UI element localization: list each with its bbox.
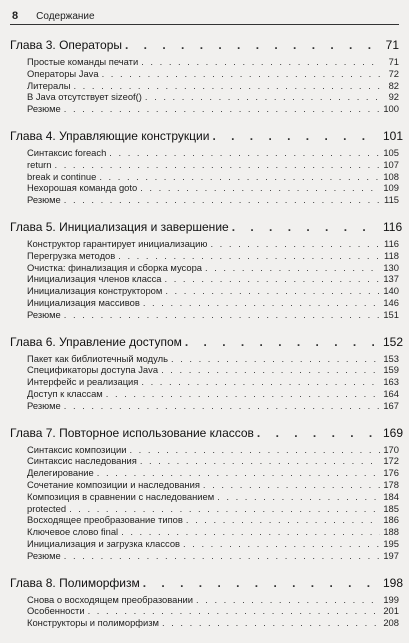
dot-leader [109, 147, 380, 158]
dot-leader [140, 455, 380, 466]
section-entry[interactable] [27, 238, 399, 250]
section-title: Резюме [27, 194, 61, 206]
section-entry[interactable] [27, 285, 399, 297]
section-entry[interactable] [27, 376, 399, 388]
section-entry[interactable] [27, 444, 399, 456]
dot-leader [97, 467, 380, 478]
section-page: 184 [383, 490, 399, 502]
section-title: Инициализация конструктором [27, 285, 163, 297]
table-of-contents [10, 38, 404, 643]
section-title: Очистка: финализация и сборка мусора [27, 261, 202, 273]
dot-leader [64, 400, 380, 411]
section-entry[interactable] [27, 159, 399, 171]
section-title: Инициализация и загрузка классов [27, 537, 181, 549]
chapter-page: 198 [383, 575, 404, 590]
chapter-page: 116 [383, 219, 403, 234]
section-page: 167 [383, 399, 399, 411]
section-entry[interactable] [27, 353, 399, 365]
section-entry[interactable] [27, 250, 399, 262]
chapter-entry[interactable] [10, 38, 399, 56]
dot-leader [171, 353, 380, 364]
dot-leader [69, 503, 380, 514]
section-entry[interactable] [27, 103, 399, 115]
section-page: 186 [383, 514, 399, 526]
header-rule [10, 24, 399, 25]
section-page: 199 [383, 593, 399, 605]
dot-leader [165, 273, 380, 284]
section-page: 151 [383, 308, 399, 320]
section-entry[interactable] [27, 503, 399, 515]
chapter-title: Глава 4. Управляющие конструкции [10, 128, 210, 143]
chapter-title: Глава 5. Инициализация и завершение [10, 219, 229, 234]
chapter-page: 152 [383, 334, 404, 349]
section-page: 92 [388, 91, 399, 103]
chapter-block [10, 128, 404, 206]
section-entry[interactable] [27, 171, 399, 183]
section-page: 188 [383, 526, 399, 538]
section-entry[interactable] [27, 605, 399, 617]
section-page: 118 [384, 249, 399, 261]
section-entry[interactable] [27, 514, 399, 526]
dot-leader [102, 68, 380, 79]
section-entry[interactable] [27, 56, 399, 68]
section-entry[interactable] [27, 594, 399, 606]
section-page: 146 [383, 296, 399, 308]
dot-leader [203, 479, 380, 490]
section-title: Композиция в сравнении с наследованием [27, 490, 215, 502]
section-entry[interactable] [27, 455, 399, 467]
section-title: Делегирование [27, 467, 94, 479]
dot-leader [121, 526, 380, 537]
section-entry[interactable] [27, 147, 399, 159]
dot-leader [55, 159, 381, 170]
chapter-entry[interactable] [10, 425, 404, 444]
section-page: 130 [383, 261, 399, 273]
dot-leader [162, 617, 380, 628]
section-page: 115 [384, 194, 399, 206]
section-entry[interactable] [27, 491, 399, 503]
dot-leader [186, 514, 380, 525]
dot-leader [118, 250, 380, 261]
chapter-entry[interactable] [10, 128, 404, 147]
page-header-title: Содержание [36, 11, 95, 22]
section-entry[interactable] [27, 526, 399, 538]
chapter-block [10, 425, 404, 562]
dot-leader [143, 297, 380, 308]
dot-leader [161, 364, 380, 375]
section-entry[interactable] [27, 194, 399, 206]
section-entry[interactable] [27, 467, 399, 479]
section-page: 116 [384, 237, 399, 249]
chapter-page: 71 [385, 38, 399, 52]
section-title: Восходящее преобразование типов [27, 514, 183, 526]
dot-leader [140, 182, 380, 193]
dot-leader [205, 262, 380, 273]
dot-leader [145, 91, 380, 102]
section-title: Конструктор гарантирует инициализацию [27, 237, 208, 249]
section-title: В Java отсутствует sizeof() [27, 91, 142, 103]
section-entry[interactable] [27, 297, 399, 309]
section-title: Интерфейс и реализация [27, 376, 139, 388]
section-title: Сочетание композиции и наследования [27, 478, 200, 490]
chapter-entry[interactable] [10, 575, 404, 594]
section-page: 176 [383, 467, 399, 479]
section-page: 153 [383, 352, 399, 364]
section-page: 108 [383, 170, 399, 182]
section-title: Инициализация членов класса [27, 273, 162, 285]
section-title: Литералы [27, 79, 71, 91]
section-page: 195 [383, 537, 399, 549]
section-title: break и continue [27, 170, 97, 182]
chapter-title: Глава 3. Операторы [10, 38, 123, 52]
section-entry[interactable] [27, 309, 399, 321]
dot-leader [106, 388, 380, 399]
section-page: 140 [383, 285, 399, 297]
section-title: Нехорошая команда goto [27, 182, 138, 194]
section-page: 159 [383, 364, 399, 376]
section-entry[interactable] [27, 388, 399, 400]
section-page: 82 [388, 79, 399, 91]
section-page: 71 [388, 56, 399, 67]
section-entry[interactable] [27, 91, 399, 103]
section-page: 72 [388, 67, 399, 79]
chapter-title: Глава 6. Управление доступом [10, 334, 182, 349]
section-title: Конструкторы и полиморфизм [27, 617, 159, 629]
chapter-block [10, 219, 403, 321]
chapter-block [10, 38, 399, 115]
dot-leader [212, 129, 380, 143]
section-title: Операторы Java [27, 67, 99, 79]
dot-leader [141, 376, 380, 387]
running-head [12, 10, 95, 22]
section-title: return [27, 158, 52, 170]
section-page: 178 [383, 478, 399, 490]
dot-leader [64, 194, 380, 205]
section-title: Синтаксис композиции [27, 443, 127, 455]
section-page: 172 [383, 455, 399, 467]
dot-leader [64, 550, 380, 561]
dot-leader [143, 576, 380, 590]
section-entry[interactable] [27, 538, 399, 550]
section-page: 107 [383, 158, 399, 170]
dot-leader [73, 80, 380, 91]
chapter-title: Глава 8. Полиморфизм [10, 575, 140, 590]
section-page: 197 [383, 549, 399, 561]
chapter-page: 169 [383, 425, 404, 440]
dot-leader [88, 605, 380, 616]
section-entry[interactable] [27, 550, 399, 562]
chapter-entry[interactable] [10, 334, 404, 353]
chapter-entry[interactable] [10, 219, 403, 238]
section-title: Синтаксис наследования [27, 455, 137, 467]
section-entry[interactable] [27, 364, 399, 376]
dot-leader [183, 538, 380, 549]
section-entry[interactable] [27, 400, 399, 412]
section-title: protected [27, 502, 67, 514]
dot-leader [125, 38, 380, 52]
section-page: 100 [383, 103, 399, 115]
section-title: Резюме [27, 103, 61, 115]
dot-leader [210, 238, 380, 249]
section-title: Инициализация массивов [27, 296, 140, 308]
dot-leader [165, 285, 380, 296]
chapter-block [10, 334, 404, 412]
section-entry[interactable] [27, 80, 399, 92]
section-title: Ключевое слово final [27, 526, 119, 538]
section-entry[interactable] [27, 479, 399, 491]
section-title: Особенности [27, 605, 85, 617]
dot-leader [217, 491, 380, 502]
section-title: Резюме [27, 549, 61, 561]
dot-leader [232, 220, 380, 234]
section-entry[interactable] [27, 273, 399, 285]
chapter-title: Глава 7. Повторное использование классов [10, 425, 254, 440]
section-page: 163 [383, 376, 399, 388]
dot-leader [141, 56, 380, 67]
chapter-block [10, 575, 404, 629]
section-title: Перегрузка методов [27, 249, 116, 261]
section-entry[interactable] [27, 182, 399, 194]
section-page: 137 [383, 273, 399, 285]
section-title: Простые команды печати [27, 56, 139, 67]
dot-leader [99, 171, 380, 182]
section-title: Пакет как библиотечный модуль [27, 352, 168, 364]
section-page: 170 [383, 443, 399, 455]
dot-leader [185, 335, 380, 349]
dot-leader [64, 309, 380, 320]
section-title: Синтаксис foreach [27, 146, 107, 158]
dot-leader [257, 426, 380, 440]
section-page: 105 [383, 146, 399, 158]
section-entry[interactable] [27, 617, 399, 629]
section-title: Спецификаторы доступа Java [27, 364, 159, 376]
section-page: 185 [383, 502, 399, 514]
page-number: 8 [12, 10, 19, 22]
section-entry[interactable] [27, 68, 399, 80]
section-page: 208 [383, 617, 399, 629]
section-entry[interactable] [27, 262, 399, 274]
section-page: 109 [383, 182, 399, 194]
section-page: 201 [383, 605, 399, 617]
dot-leader [196, 594, 380, 605]
section-title: Резюме [27, 308, 61, 320]
dot-leader [64, 103, 380, 114]
section-page: 164 [383, 387, 399, 399]
chapter-page: 101 [383, 128, 404, 143]
section-title: Снова о восходящем преобразовании [27, 593, 194, 605]
dot-leader [129, 444, 380, 455]
section-title: Доступ к классам [27, 387, 103, 399]
section-title: Резюме [27, 399, 61, 411]
